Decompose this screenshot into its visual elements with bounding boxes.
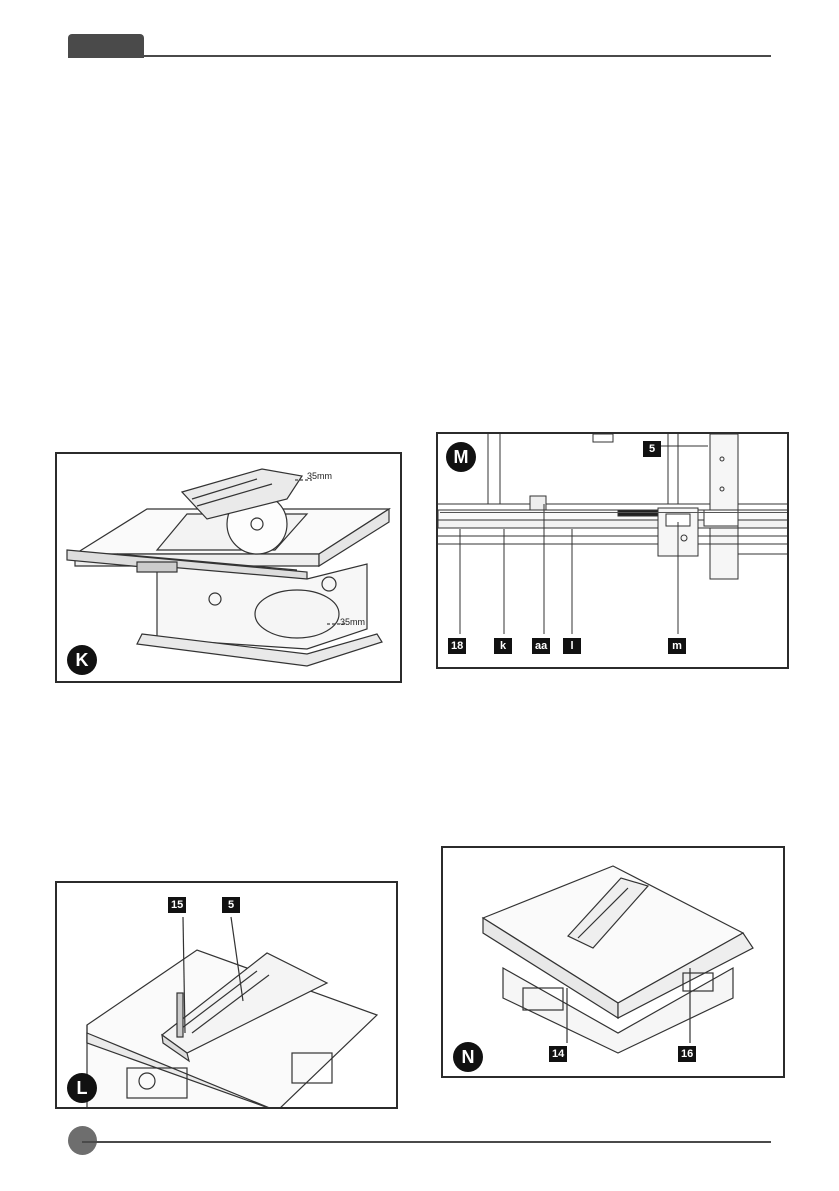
callout-aa: aa (532, 638, 550, 654)
callout-5-l: 5 (222, 897, 240, 913)
figure-letter-m: M (446, 442, 476, 472)
figure-l (55, 881, 398, 1109)
table-extension-illustration (443, 848, 785, 1078)
figure-letter-n: N (453, 1042, 483, 1072)
figure-m (436, 432, 789, 669)
callout-l: l (563, 638, 581, 654)
dimension-label-bottom: 35mm (340, 617, 366, 627)
blade-guard-mounting-illustration (57, 883, 398, 1109)
header-rule (68, 55, 771, 57)
dimension-label-top: 35mm (307, 471, 333, 481)
footer-rule (82, 1141, 771, 1143)
callout-16: 16 (678, 1046, 696, 1062)
callout-5: 5 (643, 441, 661, 457)
callout-m: m (668, 638, 686, 654)
figure-k (55, 452, 402, 683)
table-saw-blade-height-illustration (57, 454, 402, 683)
figure-letter-k: K (67, 645, 97, 675)
callout-14: 14 (549, 1046, 567, 1062)
figure-n (441, 846, 785, 1078)
callout-18: 18 (448, 638, 466, 654)
callout-15: 15 (168, 897, 186, 913)
rip-fence-scale-illustration (438, 434, 789, 669)
callout-k: k (494, 638, 512, 654)
figure-letter-l: L (67, 1073, 97, 1103)
